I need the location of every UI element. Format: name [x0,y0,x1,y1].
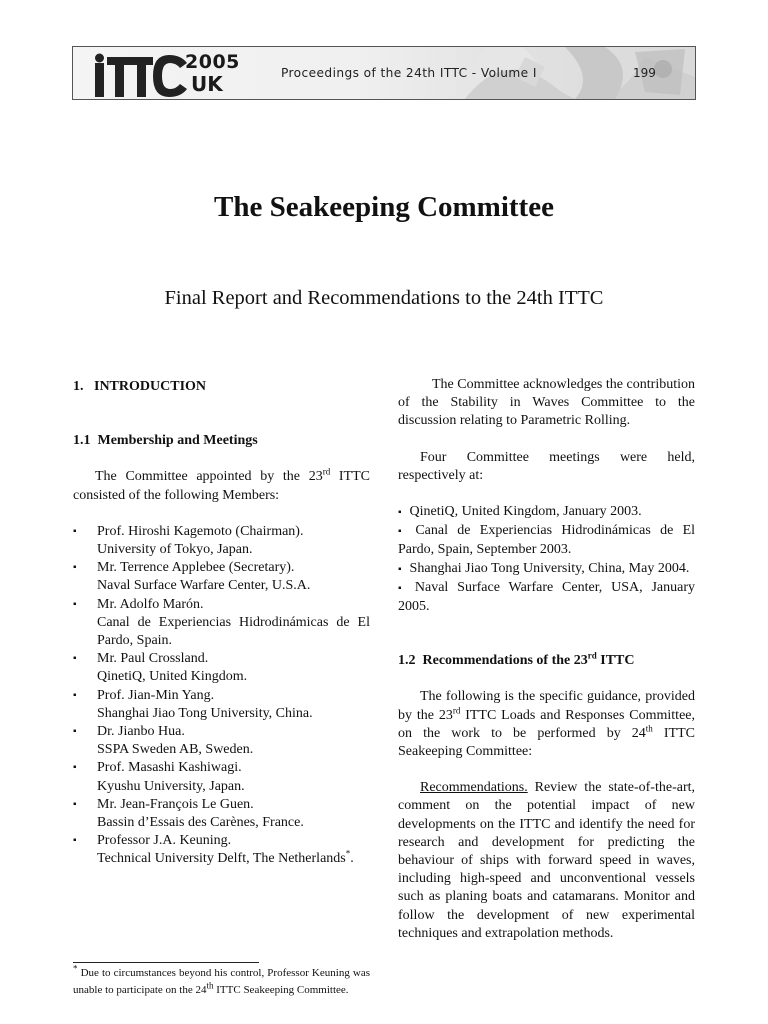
member-list [73,523,370,869]
section-heading-membership: 1.1 Membership and Meetings [73,433,258,449]
bullet-icon: ▪ [73,598,77,610]
list-item: ▪ Shanghai Jiao Tong University, China, May 2004. [398,560,690,576]
bullet-icon: ▪ [398,507,402,519]
guidance-paragraph: The following is the specific guidance, provided by the 23rd ITTC Loads and Responses Committee, on the work to be performed by 24th ITTC Seakeeping Committee: [398,689,695,760]
logo-year: 2005 [185,51,240,73]
bullet-icon: ▪ [398,563,402,575]
list-item: ▪ Mr. Adolfo Marón. Canal de Experiencias Hidrodinámicas de El Pardo, Spain. [73,596,370,649]
list-item: ▪ Mr. Paul Crossland. QinetiQ, United Kingdom. [73,651,248,685]
list-item: ▪ Mr. Terrence Applebee (Secretary). Naval Surface Warfare Center, U.S.A. [73,560,311,594]
footnote-divider [73,962,259,963]
bullet-icon: ▪ [73,798,77,810]
bullet-icon: ▪ [73,689,77,701]
list-item: ▪ Professor J.A. Keuning. Technical University Delft, The Netherlands*. [73,833,354,867]
acknowledgement-paragraph: The Committee acknowledges the contribution of the Stability in Waves Committee to the discussion relating to Parametric Rolling. [398,377,695,429]
list-item: ▪ Mr. Jean-François Le Guen. Bassin d’Essais des Carènes, France. [73,796,304,831]
recommendations-label: Recommendations. [420,780,528,796]
bullet-icon: ▪ [73,525,77,537]
bullet-icon: ▪ [398,526,408,538]
logo-country: UK [191,72,223,96]
list-item: ▪ Prof. Masashi Kashiwagi. Kyushu University, Japan. [73,760,245,794]
footnote: * Due to circumstances beyond his control, Professor Keuning was unable to participate on the 24th ITTC Seakeeping Committee. [73,963,370,996]
list-item: ▪ Dr. Jianbo Hua. SSPA Sweden AB, Sweden. [73,724,254,758]
list-item: ▪ Naval Surface Warfare Center, USA, January 2005. [398,579,696,615]
bullet-icon: ▪ [73,562,77,574]
page-subtitle: Final Report and Recommendations to the 24th ITTC [164,287,604,309]
list-item: ▪ QinetiQ, United Kingdom, January 2003. [398,504,642,520]
bullet-icon: ▪ [73,835,77,847]
intro-paragraph: The Committee appointed by the 23rd ITTC consisted of the following Members: [73,466,370,503]
section-heading-introduction: 1. INTRODUCTION [73,379,207,394]
ittc-logo-icon [95,53,189,97]
page-number: 199 [633,66,656,80]
bullet-icon: ▪ [73,726,77,738]
right-column [398,376,695,943]
footnote-marker: * [345,848,351,859]
header-banner [72,46,696,100]
bullet-icon: ▪ [73,653,77,665]
recommendations-paragraph: Recommendations. Review the state-of-the-art, comment on the potential impact of new developments on the ITTC and identify the need for research and development for predicting the behaviour of ships with forward speed in waves, including high-speed and unconventional vessels such as planing boats and catamarans. Monitor and follow the development of new experimental techniques and extrapolation methods. [398,780,695,941]
meetings-intro: Four Committee meetings were held, respectively at: [398,449,695,483]
meeting-list [398,503,695,616]
page-title: The Seakeeping Committee [214,191,554,223]
section-heading-recommendations: 1.2 Recommendations of the 23rd ITTC [398,650,635,669]
bullet-icon: ▪ [398,582,407,594]
list-item: ▪ Prof. Jian-Min Yang. Shanghai Jiao Tong University, China. [73,687,313,721]
running-title: Proceedings of the 24th ITTC - Volume I [281,66,537,80]
left-column [73,376,370,869]
list-item: ▪ Canal de Experiencias Hidrodinámicas de El Pardo, Spain, September 2003. [398,523,696,558]
list-item: ▪ Prof. Hiroshi Kagemoto (Chairman). University of Tokyo, Japan. [73,523,304,558]
bullet-icon: ▪ [73,762,77,774]
